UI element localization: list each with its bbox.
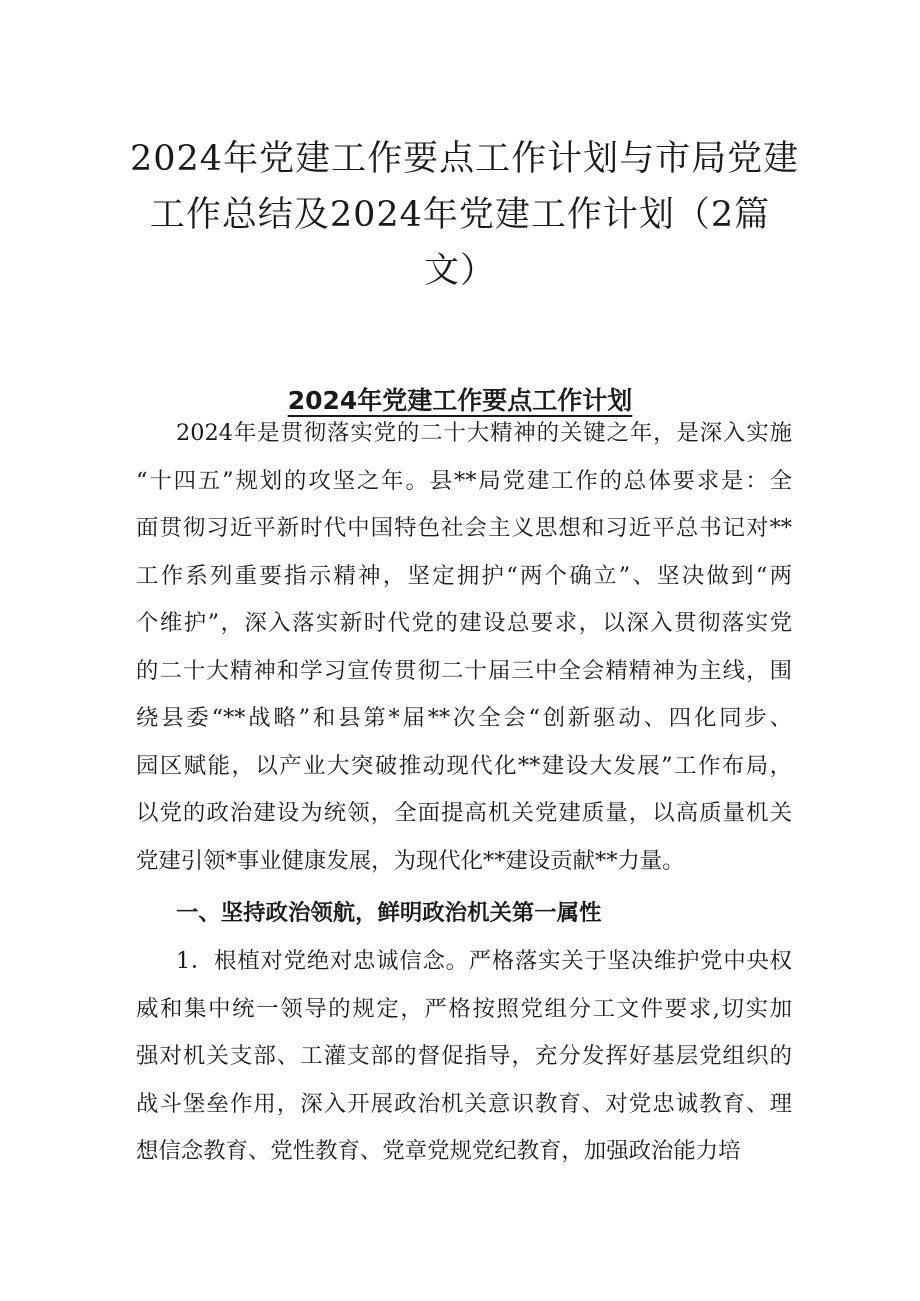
paragraph-line: 以党的政治建设为统领，全面提高机关党建质量，以高质量机关 (136, 800, 792, 826)
paragraph-line: 面贯彻习近平新时代中国特色社会主义思想和习近平总书记对** (136, 515, 792, 541)
paragraph-line: 想信念教育、党性教育、党章党规党纪教育，加强政治能力培 (136, 1138, 741, 1164)
section-title: 2024年党建工作要点工作计划 (287, 385, 633, 415)
document-title-line: 文） (423, 251, 496, 292)
paragraph-line: 1．根植对党绝对忠诚信念。严格落实关于坚决维护党中央权 (176, 948, 792, 974)
paragraph-line: 2024年是贯彻落实党的二十大精神的关键之年，是深入实施 (176, 420, 792, 446)
document-title-line: 工作总结及2024年党建工作计划（2篇 (149, 195, 771, 236)
paragraph-line: 绕县委“**战略”和县第*届**次全会“创新驱动、四化同步、 (136, 705, 792, 731)
paragraph-line: 个维护”，深入落实新时代党的建设总要求，以深入贯彻落实党 (136, 610, 792, 636)
paragraph-line: 的二十大精神和学习宣传贯彻二十届三中全会精精神为主线，围 (136, 657, 792, 684)
item-1-paragraph (136, 938, 792, 1176)
document-title (130, 131, 800, 299)
paragraph-line: 威和集中统一领导的规定，严格按照党组分工文件要求,切实加 (136, 995, 792, 1022)
intro-paragraph (136, 410, 792, 885)
paragraph-line: 党建引领*事业健康发展，为现代化**建设贡献**力量。 (136, 847, 685, 874)
paragraph-line: 战斗堡垒作用，深入开展政治机关意识教育、对党忠诚教育、理 (136, 1090, 792, 1117)
paragraph-line: 园区赋能，以产业大突破推动现代化**建设大发展”工作布局， (136, 752, 792, 779)
document-title-line: 2024年党建工作要点工作计划与市局党建 (130, 139, 800, 180)
paragraph-line: 工作系列重要指示精神，坚定拥护“两个确立”、坚决做到“两 (136, 562, 792, 589)
paragraph-line: 强对机关支部、工灌支部的督促指导，充分发挥好基层党组织的 (136, 1043, 792, 1069)
section-heading: 一、坚持政治领航，鲜明政治机关第一属性 (176, 900, 602, 926)
paragraph-line: “十四五”规划的攻坚之年。县**局党建工作的总体要求是：全 (136, 467, 792, 494)
